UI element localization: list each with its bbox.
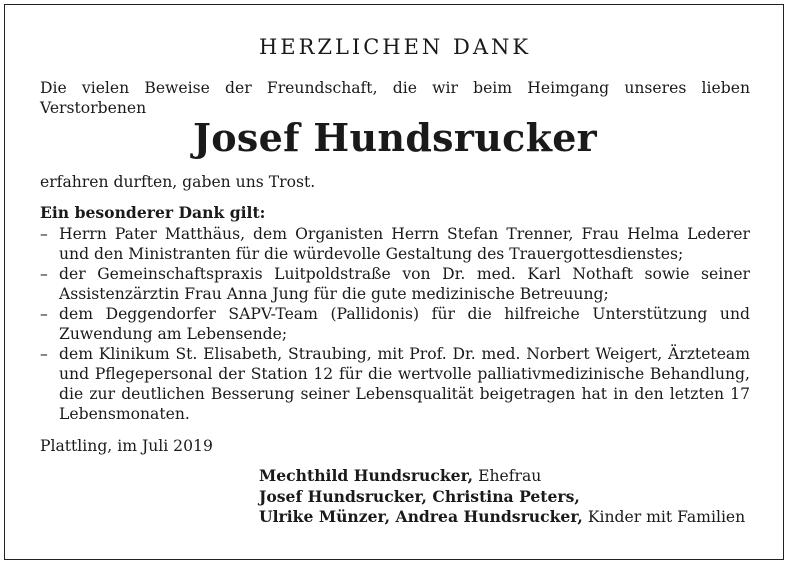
thanks-title: Ein besonderer Dank gilt: [40, 203, 266, 222]
thanks-list [40, 224, 750, 424]
dash-bullet: – [40, 345, 48, 363]
list-item-text: dem Klinikum St. Elisabeth, Straubing, mit Prof. Dr. med. Norbert Weigert, Ärzteteam und Pflegepersonal der Station 12 für die wertvolle palliativmedizinische Behandlung, die zur deutlichen Besserung seiner Lebensqualität beigetragen hat in den letzten 17 Lebensmonaten. [59, 345, 750, 423]
outro-text: erfahren durften, gaben uns Trost. [40, 173, 316, 191]
signature-names: Ulrike Münzer, Andrea Hundsrucker, [259, 507, 583, 526]
dash-bullet: – [40, 225, 48, 243]
signature-line [259, 466, 745, 487]
notice-heading: HERZLICHEN DANK [258, 35, 532, 59]
list-item [40, 224, 750, 264]
signature-names: Mechthild Hundsrucker, [259, 466, 474, 485]
dash-bullet: – [40, 265, 48, 283]
list-item [40, 344, 750, 424]
intro-text: Die vielen Beweise der Freundschaft, die wir beim Heimgang unseres lieben Verstorbenen [40, 79, 750, 117]
place-date: Plattling, im Juli 2019 [40, 437, 213, 455]
list-item-text: dem Deggendorfer SAPV-Team (Pallidonis) für die hilfreiche Unterstützung und Zuwendung am Lebensende; [59, 305, 750, 343]
signature-line [259, 507, 745, 528]
list-item-text: der Gemeinschaftspraxis Luitpoldstraße von Dr. med. Karl Nothaft sowie seiner Assistenzärztin Frau Anna Jung für die gute medizinische Betreuung; [59, 265, 750, 303]
signature-line [259, 487, 745, 508]
deceased-name: Josef Hundsrucker [192, 115, 597, 160]
list-item [40, 304, 750, 344]
signature-names: Josef Hundsrucker, Christina Peters, [259, 486, 580, 506]
signature-relation: Ehefrau [478, 467, 542, 485]
dash-bullet: – [40, 305, 48, 323]
signatures [259, 466, 745, 528]
list-item [40, 264, 750, 304]
list-item-text: Herrn Pater Matthäus, dem Organisten Herrn Stefan Trenner, Frau Helma Lederer und den Ministranten für die würdevolle Gestaltung des Trauergottesdienstes; [59, 225, 750, 263]
signature-relation: Kinder mit Familien [587, 508, 746, 526]
